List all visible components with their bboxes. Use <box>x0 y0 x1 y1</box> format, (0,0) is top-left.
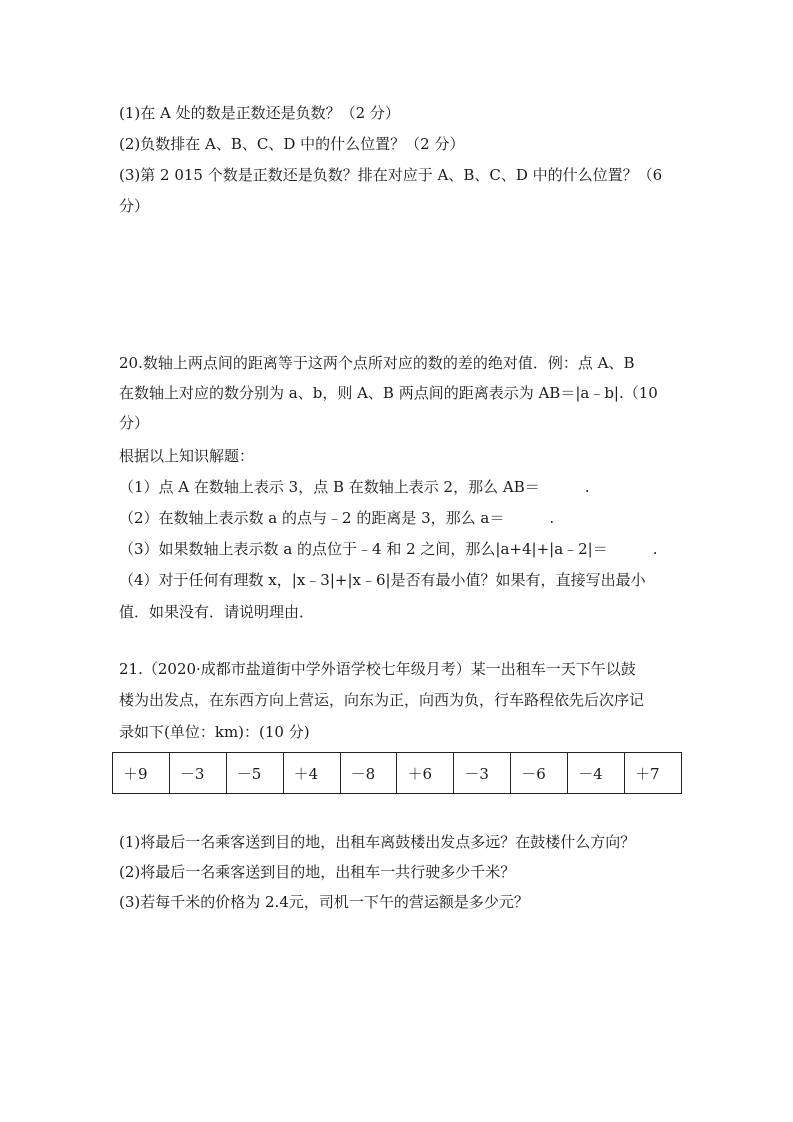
q20-sub1: （1）点 A 在数轴上表示 3，点 B 在数轴上表示 2，那么 AB＝ . <box>119 478 590 496</box>
q21-part3: (3)若每千米的价格为 2.4元，司机一下午的营运额是多少元？ <box>119 893 529 911</box>
q20-sub2: （2）在数轴上表示数 a 的点与﹣2 的距离是 3，那么 a＝ . <box>119 509 555 527</box>
table-cell: －4 <box>568 753 625 794</box>
table-cell: －8 <box>340 753 397 794</box>
q21-part2: (2)将最后一名乘客送到目的地，出租车一共行驶多少千米？ <box>119 863 516 881</box>
q20-sub4-line2: 值．如果没有．请说明理由． <box>119 603 315 621</box>
q21-stem-line3: 录如下(单位：km)：(10 分) <box>119 723 310 741</box>
q20-instruction: 根据以上知识解题： <box>119 447 255 465</box>
q21-part1: (1)将最后一名乘客送到目的地，出租车离鼓楼出发点多远？在鼓楼什么方向？ <box>119 833 636 851</box>
table-cell: ＋6 <box>397 753 454 794</box>
table-row <box>113 753 682 794</box>
q20-sub4-line1: （4）对于任何有理数 x，|x﹣3|+|x﹣6|是否有最小值？如果有，直接写出最小 <box>119 571 646 589</box>
table-cell: ＋9 <box>113 753 170 794</box>
table-cell: －3 <box>454 753 511 794</box>
q20-stem-line3: 分） <box>119 414 150 432</box>
table-cell: ＋4 <box>283 753 340 794</box>
q19-part3-line1: (3)第 2 015 个数是正数还是负数？排在对应于 A、B、C、D 中的什么位置？（6 <box>119 166 663 184</box>
q21-stem-line1: 21.（2020·成都市盐道街中学外语学校七年级月考）某一出租车一天下午以鼓 <box>119 660 636 678</box>
table-cell: ＋7 <box>625 753 682 794</box>
table-cell: －5 <box>226 753 283 794</box>
q19-part2: (2)负数排在 A、B、C、D 中的什么位置？（2 分） <box>119 135 465 153</box>
q19-part3-line2: 分） <box>119 197 150 215</box>
q19-part1: (1)在 A 处的数是正数还是负数？（2 分） <box>119 104 400 122</box>
mileage-record-table <box>112 752 682 794</box>
table-cell: －3 <box>169 753 226 794</box>
q20-stem-line2: 在数轴上对应的数分别为 a、b，则 A、B 两点间的距离表示为 AB＝|a﹣b|.（10 <box>119 384 658 402</box>
table-cell: －6 <box>511 753 568 794</box>
q20-stem-line1: 20.数轴上两点间的距离等于这两个点所对应的数的差的绝对值．例：点 A、B <box>119 354 635 372</box>
q20-sub3: （3）如果数轴上表示数 a 的点位于﹣4 和 2 之间，那么|a+4|+|a﹣2|＝ . <box>119 540 658 558</box>
q21-stem-line2: 楼为出发点，在东西方向上营运，向东为正，向西为负，行车路程依先后次序记 <box>119 691 645 709</box>
